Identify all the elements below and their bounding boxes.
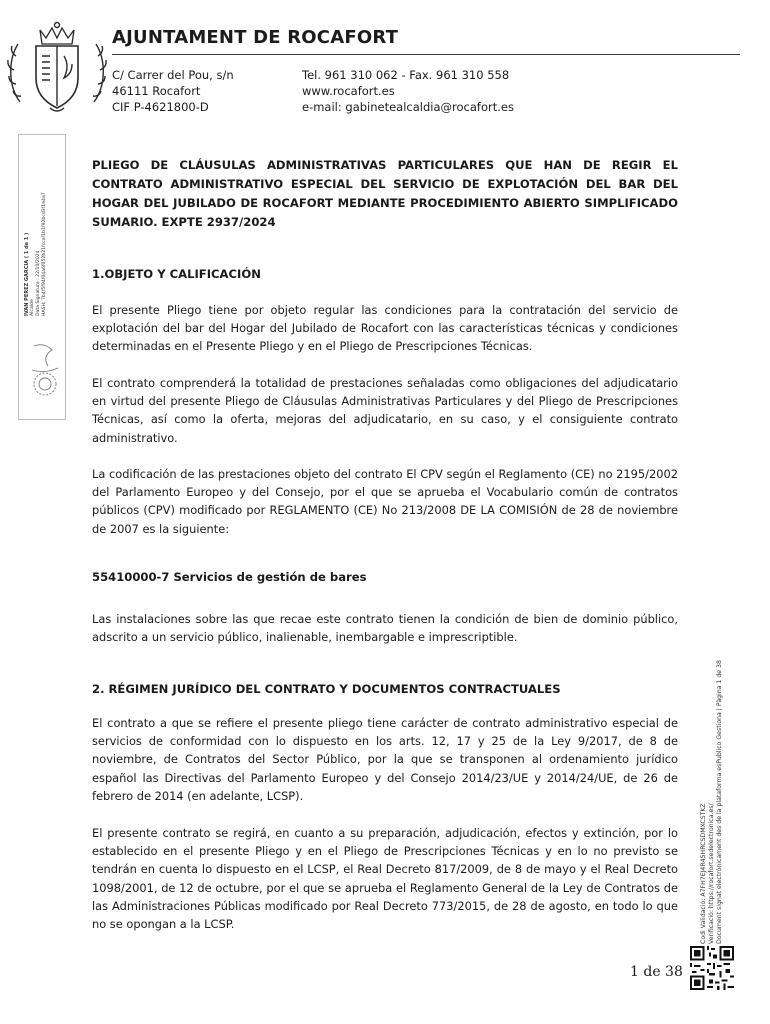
header-divider bbox=[112, 54, 740, 55]
section-heading-1: 1.OBJETO Y CALIFICACIÓN bbox=[92, 267, 261, 281]
address-street: C/ Carrer del Pou, s/n bbox=[112, 68, 234, 82]
address-city: 46111 Rocafort bbox=[112, 84, 201, 98]
verification-url[interactable]: Verificació: https://rocafort.sedelectronica.es/ bbox=[708, 803, 715, 944]
paragraph: El contrato a que se refiere el presente pliego tiene carácter de contrato administrativo especial de servicios de conformidad con lo dispuesto en los arts. 12, 17 y 25 de la Ley 9/2017, de 8 de noviembre, de Contratos del Sector Público, por la que se transponen al ordenamiento jurídico español las Directivas del Parlamento Europeo y del Consejo 2014/23/UE y 2014/24/UE, de 26 de febrero de 2014 (en adelante, LCSP). bbox=[92, 716, 678, 803]
contact-phone: Tel. 961 310 062 - Fax. 961 310 558 bbox=[302, 68, 510, 82]
paragraph: Las instalaciones sobre las que recae este contrato tienen la condición de bien de dominio público, adscrito a un servicio público, inalienable, inembargable e imprescriptible. bbox=[92, 612, 678, 645]
signature-details bbox=[24, 192, 48, 316]
address-cif: CIF P-4621800-D bbox=[112, 100, 209, 114]
cpv-code: 55410000-7 Servicios de gestión de bares bbox=[92, 570, 367, 584]
signature-date: Data Signatura : 22/10/2024 bbox=[36, 250, 41, 316]
contact-email[interactable]: e-mail: gabinetealcaldia@rocafort.es bbox=[302, 100, 514, 114]
signature-stamp-icon bbox=[28, 340, 62, 402]
contact-website[interactable]: www.rocafort.es bbox=[302, 84, 395, 98]
contact-block bbox=[302, 67, 514, 115]
signer-name: IVAN PEREZ GARCIA ( 1 de 1 ) bbox=[24, 232, 30, 316]
paragraph: El contrato comprenderá la totalidad de prestaciones señaladas como obligaciones del adjudicatario en virtud del presente Pliego de Cláusulas Administrativas Particulares y del Pliego de Prescripciones Técnicas, así como la oferta, mejoras del adjudicatario, en su caso, y el consiguiente contrato administrativo. bbox=[92, 376, 678, 445]
document-title: PLIEGO DE CLÁUSULAS ADMINISTRATIVAS PARTICULARES QUE HAN DE REGIR EL CONTRATO ADMINISTRATIVO ESPECIAL DEL SERVICIO DE EXPLOTACIÓN DEL BAR DEL HOGAR DEL JUBILADO DE ROCAFORT MEDIANTE PROCEDIMIENTO ABIERTO SIMPLIFICADO SUMARIO. EXPTE 2937/2024 bbox=[92, 158, 678, 229]
municipal-coat-of-arms-icon bbox=[6, 16, 108, 116]
address-block bbox=[112, 67, 234, 115]
signed-note: Document signat electrònicament des de la plataforma esPublico Gestiona | Pàgina 1 de 38 bbox=[716, 660, 723, 944]
section-heading-2: 2. RÉGIMEN JURÍDICO DEL CONTRATO Y DOCUMENTOS CONTRACTUALES bbox=[92, 682, 561, 696]
paragraph: El presente Pliego tiene por objeto regular las condiciones para la contratación del servicio de explotación del bar del Hogar del Jubilado de Rocafort con las características técnicas y condiciones determinadas en el Presente Pliego y en el Pliego de Prescripciones Técnicas. bbox=[92, 303, 678, 354]
qr-code-icon[interactable] bbox=[690, 946, 734, 990]
paragraph: La codificación de las prestaciones objeto del contrato El CPV según el Reglamento (CE) no 2195/2002 del Parlamento Europeo y del Consejo, por el que se aprueba el Vocabulario común de contratos públicos (CPV) modificado por REGLAMENTO (CE) No 213/2008 DE LA COMISIÓN de 28 de noviembre de 2007 es la siguiente: bbox=[92, 467, 678, 536]
page-number: 1 de 38 bbox=[630, 964, 683, 980]
organization-name: AJUNTAMENT DE ROCAFORT bbox=[112, 27, 399, 48]
signer-role: Alcalde bbox=[30, 299, 35, 316]
verification-code: Codi Validació: A7FH7EJ4R45HRCSDMXCSTKZ bbox=[700, 803, 707, 944]
document-body bbox=[92, 156, 678, 232]
paragraph: El presente contrato se regirá, en cuanto a su preparación, adjudicación, efectos y extinción, por lo establecido en el presente Pliego y en el Pliego de Prescripciones Técnicas y en lo no previsto se tendrán en cuenta lo dispuesto en el LCSP, el Real Decreto 817/2009, de 8 de mayo y el Real Decreto 1098/2001, de 12 de octubre, por el que se aprueba el Reglamento General de la Ley de Contratos de las Administraciones Públicas modificado por Real Decreto 773/2015, de 28 de agosto, en todo lo que no se opongan a la LCSP. bbox=[92, 826, 678, 932]
verification-strip bbox=[700, 660, 724, 944]
signature-hash: HASH: 7b4f5f94f04a6f052b21fccaf1b1f92bcd3f1e4a7 bbox=[42, 192, 47, 316]
